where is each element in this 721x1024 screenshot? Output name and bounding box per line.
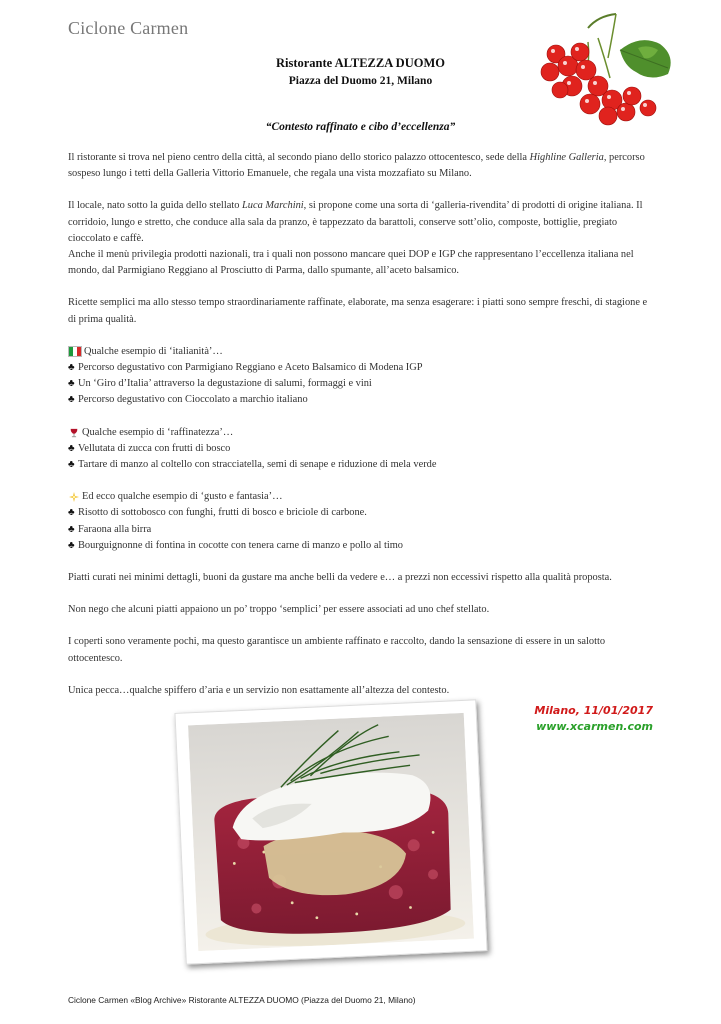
club-bullet-icon: ♣ <box>68 523 75 535</box>
paragraph-location: Il ristorante si trova nel pieno centro della città, al secondo piano dello storico palazzo ottocentesco, sede della Highline Galleria, percorso sospeso lungo i tetti della Galleria Vittorio Emanuele, che regala una vista mozzafiato su Milano. <box>68 152 645 180</box>
paragraph-simple: Non nego che alcuni piatti appaiono un po’ troppo ‘semplici’ per essere associati ad uno chef stellato. <box>68 604 490 616</box>
list-item: ♣ Faraona alla birra <box>68 522 656 538</box>
list-italianita <box>68 344 656 409</box>
list-item: ♣ Tartare di manzo al coltello con stracciatella, semi di senape e riduzione di mela verde <box>68 457 656 473</box>
club-bullet-icon: ♣ <box>68 442 75 454</box>
restaurant-address: Piazza del Duomo 21, Milano <box>288 75 433 87</box>
paragraph-seats: I coperti sono veramente pochi, ma questo garantisce un ambiente raffinato e raccolto, dando la sensazione di essere in un salotto ottocentesco. <box>68 636 606 664</box>
list-item: ♣ Bourguignonne di fontina in cocotte con tenera carne di manzo e pollo al timo <box>68 538 656 554</box>
list-raffinatezza <box>68 425 656 474</box>
paragraph-chef: Il locale, nato sotto la guida dello stellato Luca Marchini, si propone come una sorta di ‘galleria-rivendita’ di prodotti di origine italiana. Il corridoio, lungo e stretto, che conduce alla sala da pranzo, è tappezzato da barattoli, conserve sott’olio, composte, bottiglie, pregiato cioccolato e caffè. <box>68 200 643 244</box>
restaurant-name: Ristorante ALTEZZA DUOMO <box>275 56 445 70</box>
highline-galleria-text: Highline Galleria <box>529 152 604 163</box>
chef-name: Luca Marchini <box>242 200 304 212</box>
list-item: ♣ Percorso degustativo con Cioccolato a marchio italiano <box>68 392 656 408</box>
paragraph-drawback: Unica pecca…qualche spiffero d’aria e un servizio non esattamente all’altezza del contesto. <box>68 684 450 696</box>
list-item: ♣ Percorso degustativo con Parmigiano Reggiano e Aceto Balsamico di Modena IGP <box>68 360 656 376</box>
page-footer: Ciclone Carmen «Blog Archive» Ristorante ALTEZZA DUOMO (Piazza del Duomo 21, Milano) <box>68 995 416 1005</box>
paragraph-recipes: Ricette semplici ma allo stesso tempo straordinariamente raffinate, elaborate, ma senza esagerare: i piatti sono sempre freschi, di stagione e di prima qualità. <box>68 297 648 325</box>
signature-block <box>534 704 653 733</box>
club-bullet-icon: ♣ <box>68 459 75 471</box>
list-fantasia <box>68 489 656 554</box>
club-bullet-icon: ♣ <box>68 378 75 390</box>
tartare-photo-illustration <box>188 713 474 951</box>
list-heading: Qualche esempio di ‘raffinatezza’… <box>68 425 656 441</box>
italian-flag-icon <box>68 346 82 357</box>
restaurant-header <box>0 56 721 87</box>
dish-photo <box>174 699 487 964</box>
club-bullet-icon: ♣ <box>68 394 75 406</box>
review-subtitle: “Contesto raffinato e cibo d’eccellenza” <box>265 121 456 133</box>
signature-website: www.xcarmen.com <box>536 720 653 733</box>
signature-date: Milano, 11/01/2017 <box>534 704 653 717</box>
list-item: ♣ Risotto di sottobosco con funghi, frutti di bosco e briciole di carbone. <box>68 505 656 521</box>
list-heading: Ed ecco qualche esempio di ‘gusto e fantasia’… <box>68 489 656 505</box>
sparkle-icon <box>68 492 80 502</box>
club-bullet-icon: ♣ <box>68 507 75 519</box>
review-body <box>68 150 656 715</box>
blog-brand-title: Ciclone Carmen <box>68 18 189 38</box>
wine-glass-icon <box>68 428 80 438</box>
paragraph-menu: Anche il menù privilegia prodotti nazionali, tra i quali non possono mancare quei DOP e IGP che rappresentano l’eccellenza italiana nel mondo, dal Parmigiano Reggiano al Prosciutto di Parma, dallo spumante, all’aceto balsamico. <box>68 249 634 277</box>
club-bullet-icon: ♣ <box>68 539 75 551</box>
list-heading: Qualche esempio di ‘italianità’… <box>68 344 656 360</box>
list-item: ♣ Vellutata di zucca con frutti di bosco <box>68 441 656 457</box>
paragraph-details: Piatti curati nei minimi dettagli, buoni da gustare ma anche belli da vedere e… a prezzi non eccessivi rispetto alla qualità proposta. <box>68 572 612 584</box>
club-bullet-icon: ♣ <box>68 362 75 374</box>
list-item: ♣ Un ‘Giro d’Italia’ attraverso la degustazione di salumi, formaggi e vini <box>68 376 656 392</box>
